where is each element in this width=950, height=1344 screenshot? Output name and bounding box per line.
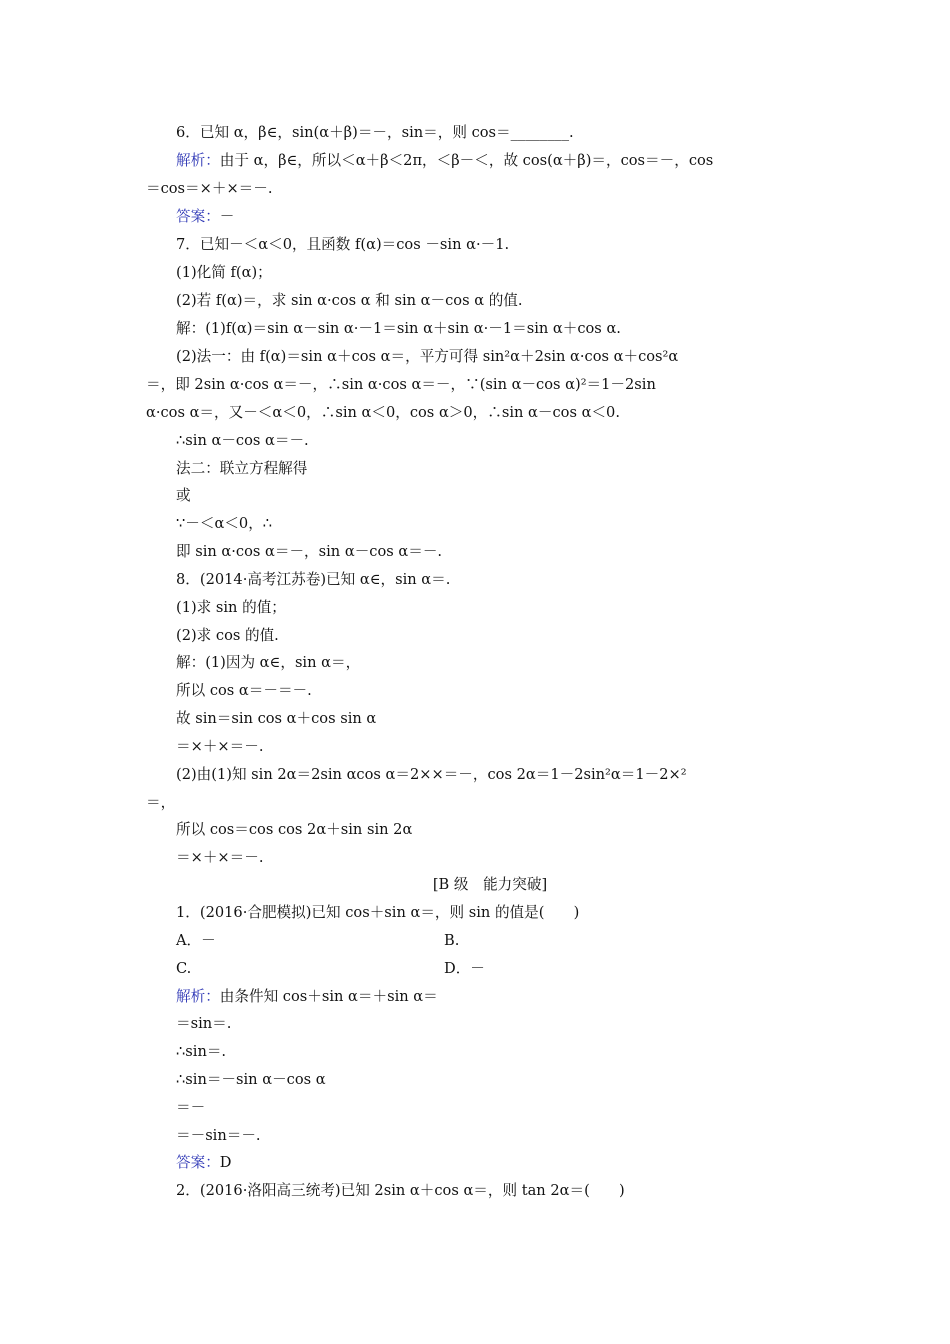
q7-question: 7．已知－＜α＜0，且函数 f(α)＝cos －sin α·－1.	[176, 236, 510, 253]
q7-solution2-line3: α·cos α＝，又－＜α＜0，∴sin α＜0，cos α＞0，∴sin α－cos α＜0.	[146, 404, 620, 421]
q6-analysis-text: 由于 α，β∈，所以＜α＋β＜2π，＜β－＜，故 cos(α＋β)＝，cos＝－，cos	[219, 152, 714, 169]
b1-analysis-text: 由条件知 cos＋sin α＝＋sin α＝	[219, 988, 438, 1005]
q8-solution-line7: 所以 cos＝cos cos 2α＋sin sin 2α	[176, 821, 413, 838]
b1-analysis-line5: ＝－	[176, 1099, 206, 1116]
q7-part2: (2)若 f(α)＝，求 sin α·cos α 和 sin α－cos α 的值.	[176, 292, 523, 309]
q7-solution2-line4: ∴sin α－cos α＝－.	[176, 432, 309, 449]
q8-part1: (1)求 sin 的值；	[176, 599, 286, 616]
q7-solution2-line2: ＝，即 2sin α·cos α＝－，∴sin α·cos α＝－，∵(sin α－cos α)²＝1－2sin	[146, 376, 656, 393]
b2-question: 2．(2016·洛阳高三统考)已知 2sin α＋cos α＝，则 tan 2α＝( )	[176, 1182, 625, 1199]
q8-question: 8．(2014·高考江苏卷)已知 α∈，sin α＝.	[176, 571, 451, 588]
q8-solution-line3: 故 sin＝sin cos α＋cos sin α	[176, 710, 377, 727]
b1-analysis-line3: ∴sin＝.	[176, 1043, 227, 1060]
q6-question: 6．已知 α，β∈，sin(α＋β)＝－，sin＝，则 cos＝________.	[176, 124, 574, 141]
q7-because: ∵－＜α＜0，∴	[176, 515, 273, 532]
section-b-heading: [B 级 能力突破]	[432, 876, 548, 893]
analysis-label: 解析：	[176, 988, 220, 1005]
q7-conclusion: 即 sin α·cos α＝－，sin α－cos α＝－.	[176, 543, 443, 560]
answer-label: 答案：	[176, 1154, 220, 1171]
q6-analysis-line2: ＝cos＝×＋×＝－.	[146, 180, 273, 197]
q8-solution-line4: ＝×＋×＝－.	[176, 738, 264, 755]
answer-value: －	[219, 208, 235, 225]
b1-question: 1．(2016·合肥模拟)已知 cos＋sin α＝，则 sin 的值是( )	[176, 904, 580, 921]
b1-option-d: D．－	[444, 960, 485, 977]
q8-part2: (2)求 cos 的值.	[176, 627, 279, 644]
b1-analysis-line4: ∴sin＝－sin α－cos α	[176, 1071, 326, 1088]
b1-analysis-line6: ＝－sin＝－.	[176, 1127, 261, 1144]
q7-solution2-line1: (2)法一：由 f(α)＝sin α＋cos α＝，平方可得 sin²α＋2sin α·cos α＋cos²α	[176, 348, 679, 365]
q8-solution-line1: 解：(1)因为 α∈，sin α＝，	[176, 654, 361, 671]
b1-option-a: A．－	[176, 932, 216, 949]
q8-solution-line8: ＝×＋×＝－.	[176, 849, 264, 866]
q6-analysis	[176, 151, 713, 171]
q7-part1: (1)化简 f(α)；	[176, 264, 272, 281]
analysis-label: 解析：	[176, 152, 220, 169]
answer-label: 答案：	[176, 208, 220, 225]
answer-value: D	[219, 1154, 232, 1171]
q7-method2: 法二：联立方程解得	[176, 460, 308, 477]
b1-option-b: B.	[444, 932, 460, 949]
q7-or: 或	[176, 487, 191, 504]
q8-solution-line2: 所以 cos α＝－＝－.	[176, 682, 312, 699]
b1-option-c: C.	[176, 960, 192, 977]
b1-analysis	[176, 987, 438, 1007]
q8-solution-line5: (2)由(1)知 sin 2α＝2sin αcos α＝2××＝－，cos 2α＝1－2sin²α＝1－2×²	[176, 766, 687, 783]
b1-answer	[176, 1153, 232, 1173]
b1-analysis-line2: ＝sin＝.	[176, 1015, 232, 1032]
q6-answer	[176, 207, 234, 227]
q7-solution1: 解：(1)f(α)＝sin α－sin α·－1＝sin α＋sin α·－1＝sin α＋cos α.	[176, 320, 621, 337]
q8-solution-line6: ＝，	[146, 794, 176, 811]
